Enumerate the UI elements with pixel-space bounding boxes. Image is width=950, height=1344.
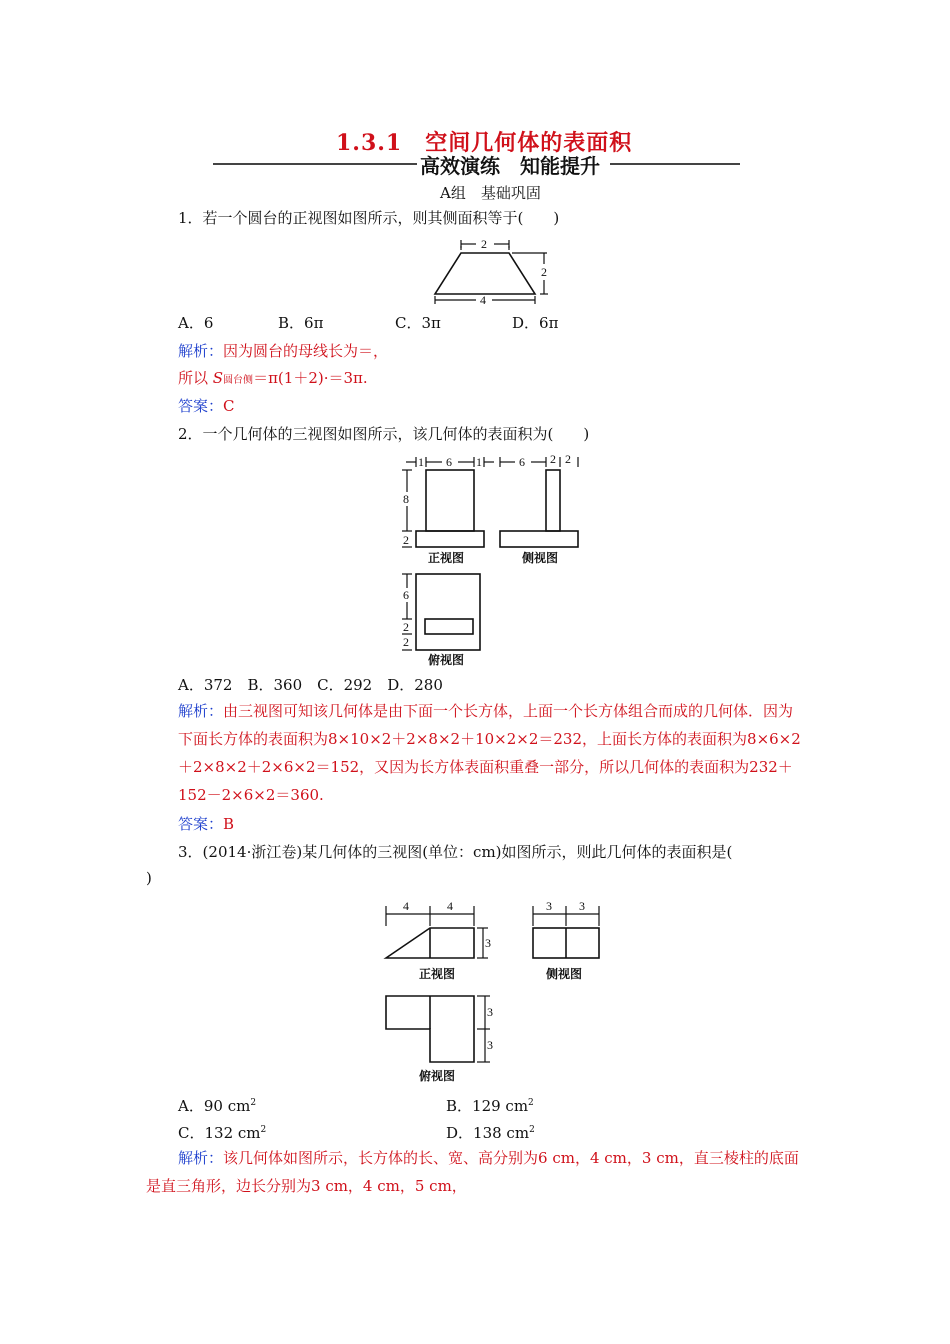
q3-analysis xyxy=(146,1144,808,1200)
q3-option-b xyxy=(446,1093,534,1116)
q2-analysis-text: 由三视图可知该几何体是由下面一个长方体，上面一个长方体组合而成的几何体．因为下面长方体的表面积为8×10×2＋2×8×2＋10×2×2＝232，上面长方体的表面积为8×6×2＋2×8×2＋2×6×2＝152，又因为长方体表面积重叠一部分，所以几何体的表面积为232＋152－2×6×2＝360. xyxy=(178,702,801,804)
q2-top-dim-2a: 2 xyxy=(403,620,409,634)
q3-side-dim-3a: 3 xyxy=(546,899,552,913)
q1-dim-right: 2 xyxy=(541,265,547,279)
q2-front-dim-2: 2 xyxy=(403,533,409,547)
q2-front-dim-6: 6 xyxy=(446,455,452,469)
q3-front-dim-4a: 4 xyxy=(403,899,409,913)
q2-front-caption: 正视图 xyxy=(428,551,465,565)
q3-option-c xyxy=(178,1120,266,1143)
q2-front-dim-1b: 1 xyxy=(476,455,482,469)
q1-answer-label: 答案： xyxy=(178,397,224,415)
q2-side-dim-2a: 2 xyxy=(550,452,556,466)
q3-option-a xyxy=(178,1093,256,1116)
q3-option-c-text: C．132 cm xyxy=(178,1124,261,1142)
q2-top-dim-6: 6 xyxy=(403,588,409,602)
q1-analysis-line2 xyxy=(178,368,368,391)
q3-side-dim-3b: 3 xyxy=(579,899,585,913)
q2-side-dim-6: 6 xyxy=(519,455,525,469)
q1-dim-top: 2 xyxy=(481,237,487,251)
q3-top-dim-3b: 3 xyxy=(487,1038,493,1052)
q2-front-dim-8: 8 xyxy=(403,492,409,506)
q3-analysis-label: 解析： xyxy=(178,1149,224,1167)
q3-side-caption: 侧视图 xyxy=(546,967,583,981)
q3-option-b-text: B．129 cm xyxy=(446,1097,529,1115)
q1-analysis-sub: 圆台侧 xyxy=(223,375,254,386)
q1-analysis-text1: 因为圆台的母线长为＝， xyxy=(223,342,389,360)
q1-dim-bottom: 4 xyxy=(480,293,486,307)
q2-answer-label: 答案： xyxy=(178,815,224,833)
q2-top-dim-2b: 2 xyxy=(403,635,409,649)
q3-top-caption: 俯视图 xyxy=(419,1069,456,1083)
q3-option-a-text: A．90 cm xyxy=(178,1097,251,1115)
q1-analysis-rest: ＝π(1＋2)·＝3π. xyxy=(253,369,368,387)
q1-option-b: B．6π xyxy=(278,314,324,332)
banner-rule-left xyxy=(213,163,417,165)
q2-stem: 2．一个几何体的三视图如图所示，该几何体的表面积为( ) xyxy=(178,425,590,443)
q3-option-d-sup: 2 xyxy=(529,1125,535,1135)
q2-answer-value: B xyxy=(223,815,235,833)
q2-top-caption: 俯视图 xyxy=(428,653,465,667)
section-heading: A组 基础巩固 xyxy=(440,184,541,202)
q1-option-d: D．6π xyxy=(512,314,559,332)
q1-analysis-line1 xyxy=(178,341,388,361)
q3-top-dim-3a: 3 xyxy=(487,1005,493,1019)
q1-option-a: A．6 xyxy=(178,314,214,332)
q3-stem-line1: 3．(2014·浙江卷)某几何体的三视图(单位：cm)如图所示，则此几何体的表面积是( xyxy=(178,843,733,861)
q1-analysis-s: S xyxy=(212,369,224,387)
q1-analysis-prefix: 所以 xyxy=(178,369,213,387)
q1-answer-value: C xyxy=(223,397,235,415)
q3-option-a-sup: 2 xyxy=(250,1098,257,1108)
q1-answer xyxy=(178,396,235,416)
q2-options: A．372 B．360 C．292 D．280 xyxy=(178,676,443,694)
q2-front-dim-1a: 1 xyxy=(418,455,424,469)
q1-stem: 1．若一个圆台的正视图如图所示，则其侧面积等于( ) xyxy=(178,209,560,227)
q3-front-dim-3: 3 xyxy=(485,936,491,950)
q2-side-caption: 侧视图 xyxy=(522,551,559,565)
q2-analysis xyxy=(178,697,808,809)
banner-rule-right xyxy=(610,163,740,165)
q1-option-c: C．3π xyxy=(395,314,441,332)
q3-front-dim-4b: 4 xyxy=(447,899,453,913)
q1-analysis-label: 解析： xyxy=(178,342,224,360)
page-title: 1.3.1 空间几何体的表面积 xyxy=(336,130,633,156)
q2-side-dim-2b: 2 xyxy=(565,452,571,466)
q3-stem-line2: ) xyxy=(146,869,152,887)
q3-option-d-text: D．138 cm xyxy=(446,1124,530,1142)
q3-option-c-sup: 2 xyxy=(260,1125,267,1135)
q2-answer xyxy=(178,814,234,834)
banner: 高效演练 知能提升 xyxy=(420,154,600,178)
q3-analysis-text: 该几何体如图所示，长方体的长、宽、高分别为6 cm，4 cm，3 cm，直三棱柱的底面是直三角形，边长分别为3 cm，4 cm，5 cm， xyxy=(146,1149,799,1195)
q3-front-caption: 正视图 xyxy=(419,967,456,981)
q3-option-d xyxy=(446,1120,535,1143)
q3-option-b-sup: 2 xyxy=(528,1098,534,1108)
q2-analysis-label: 解析： xyxy=(178,702,224,720)
